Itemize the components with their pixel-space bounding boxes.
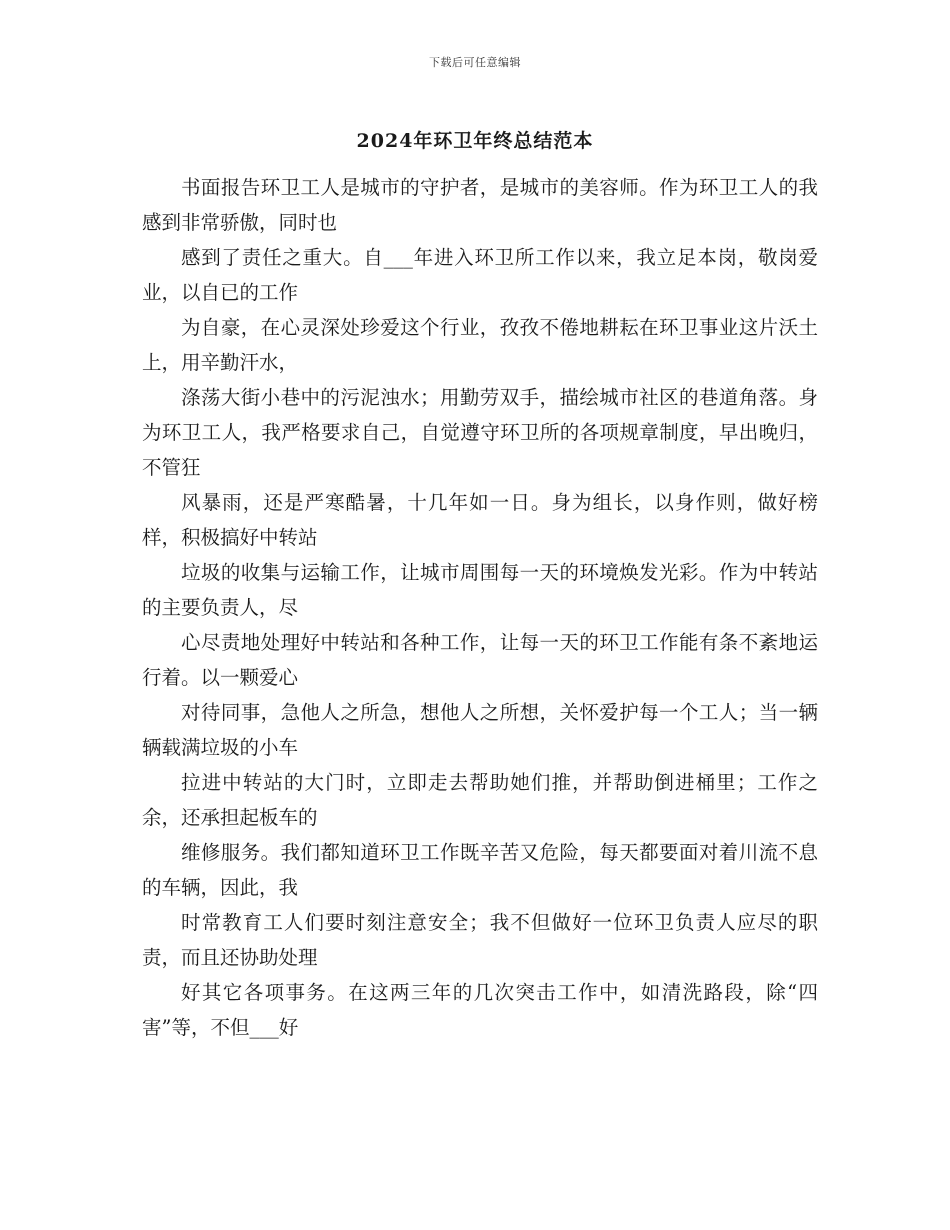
paragraph: 对待同事，急他人之所急，想他人之所想，关怀爱护每一个工人；当一辆辆载满垃圾的小车 [142, 701, 818, 759]
paragraph: 感到了责任之重大。自___年进入环卫所工作以来，我立足本岗，敬岗爱业，以自已的工作 [142, 246, 818, 304]
paragraph: 维修服务。我们都知道环卫工作既辛苦又危险，每天都要面对着川流不息的车辆，因此，我 [142, 841, 818, 899]
paragraph: 好其它各项事务。在这两三年的几次突击工作中，如清洗路段，除“四害”等，不但___好 [142, 981, 818, 1039]
paragraph: 时常教育工人们要时刻注意安全；我不但做好一位环卫负责人应尽的职责，而且还协助处理 [142, 911, 818, 969]
document-title: 2024年环卫年终总结范本 [356, 130, 594, 152]
paragraph: 涤荡大街小巷中的污泥浊水；用勤劳双手，描绘城市社区的巷道角落。身为环卫工人，我严格要求自己，自觉遵守环卫所的各项规章制度，早出晚归，不管狂 [142, 386, 818, 479]
paragraph: 风暴雨，还是严寒酷暑，十几年如一日。身为组长，以身作则，做好榜样，积极搞好中转站 [142, 491, 818, 549]
paragraph: 书面报告环卫工人是城市的守护者，是城市的美容师。作为环卫工人的我感到非常骄傲，同时也 [142, 176, 818, 234]
paragraph: 拉进中转站的大门时，立即走去帮助她们推，并帮助倒进桶里；工作之余，还承担起板车的 [142, 771, 818, 829]
paragraph: 为自豪，在心灵深处珍爱这个行业，孜孜不倦地耕耘在环卫事业这片沃土上，用辛勤汗水， [142, 316, 818, 374]
paragraph: 心尽责地处理好中转站和各种工作，让每一天的环卫工作能有条不紊地运行着。以一颗爱心 [142, 631, 818, 689]
document-body [142, 170, 818, 1045]
header-note: 下载后可任意编辑 [429, 56, 521, 69]
paragraph: 垃圾的收集与运输工作，让城市周围每一天的环境焕发光彩。作为中转站的主要负责人，尽 [142, 561, 818, 619]
